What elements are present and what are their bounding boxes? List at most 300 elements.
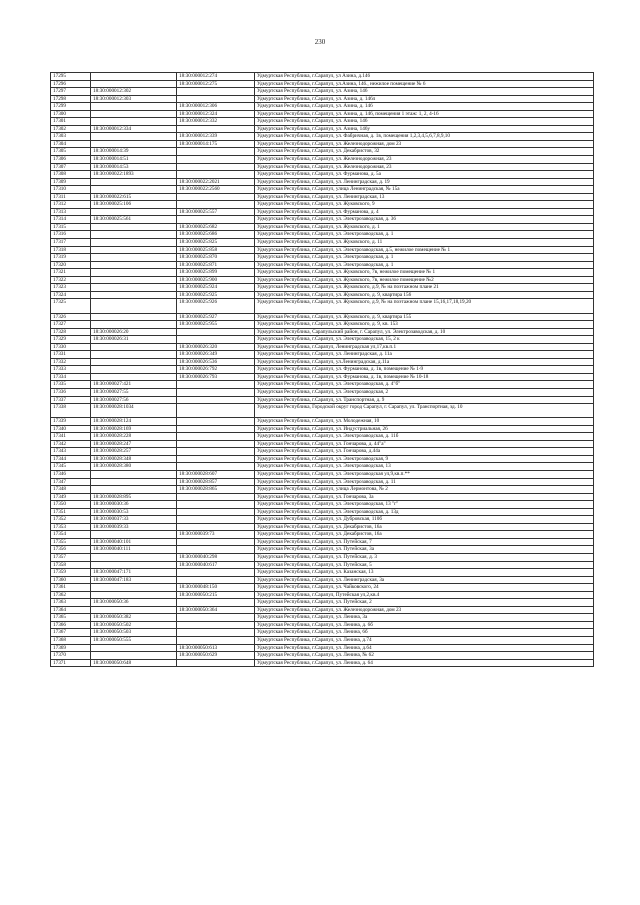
building-cadastral-number-cell bbox=[177, 501, 255, 509]
table-row bbox=[51, 478, 594, 486]
cadastral-number-cell: 18:30:000014:39 bbox=[91, 148, 177, 156]
table-row bbox=[51, 516, 594, 524]
cadastral-number-cell: 18:30:000050:502 bbox=[91, 621, 177, 629]
address-cell: Удмуртская Республика, г.Сарапул, ул. Фурманова, д. 4 bbox=[255, 208, 594, 216]
row-number-cell: 17336 bbox=[51, 388, 91, 396]
cadastral-number-cell: 18:30:000025:106 bbox=[91, 201, 177, 209]
cadastral-number-cell bbox=[91, 486, 177, 494]
building-cadastral-number-cell bbox=[177, 523, 255, 531]
address-cell: Удмуртская Республика, г.Сарапул, ул. Фабричная, д. 1в, помещения 1,2,3,4,5,6,7,8,9,10 bbox=[255, 133, 594, 141]
row-number-cell: 17356 bbox=[51, 546, 91, 554]
building-cadastral-number-cell bbox=[177, 637, 255, 645]
building-cadastral-number-cell bbox=[177, 448, 255, 456]
address-cell: Удмуртская Республика, г.Сарапул, ул.Азина, 146., нежилое помещение № 6 bbox=[255, 80, 594, 88]
cadastral-number-cell bbox=[91, 269, 177, 277]
building-cadastral-number-cell: 18:30:000025:926 bbox=[177, 299, 255, 313]
table-row bbox=[51, 343, 594, 351]
building-cadastral-number-cell: 18:30:000039:73 bbox=[177, 531, 255, 539]
row-number-cell: 17349 bbox=[51, 493, 91, 501]
building-cadastral-number-cell: 18:30:000025:925 bbox=[177, 291, 255, 299]
building-cadastral-number-cell bbox=[177, 516, 255, 524]
row-number-cell: 17338 bbox=[51, 404, 91, 418]
address-cell: Удмуртская Республика, г.Сарапул, ул. Жуковского, д. 11 bbox=[255, 239, 594, 247]
table-row bbox=[51, 629, 594, 637]
address-cell: Удмуртская Республика, г.Сарапул, ул. Ленина, д.64 bbox=[255, 644, 594, 652]
address-cell: Удмуртская Республика, г.Сарапул, ул. Жуковского, д. 9, кв. 153 bbox=[255, 321, 594, 329]
table-row bbox=[51, 140, 594, 148]
row-number-cell: 17353 bbox=[51, 523, 91, 531]
cadastral-number-cell bbox=[91, 584, 177, 592]
address-cell: Удмуртская Республика, г.Сарапул, ул. Электрозаводская, д. 11 bbox=[255, 478, 594, 486]
address-cell: Удмуртская Республика, г.Сарапул, ул. Декабристов, 16а bbox=[255, 531, 594, 539]
building-cadastral-number-cell: 18:30:000025:686 bbox=[177, 231, 255, 239]
address-cell: Удмуртская Республика, г.Сарапул, ул. Ленина, д.74 bbox=[255, 637, 594, 645]
cadastral-number-cell: 18:30:000014:51 bbox=[91, 156, 177, 164]
table-row bbox=[51, 328, 594, 336]
row-number-cell: 17314 bbox=[51, 216, 91, 224]
address-cell: Удмуртская Республика, г.Сарапул, ул. Путейская, 5 bbox=[255, 561, 594, 569]
building-cadastral-number-cell bbox=[177, 599, 255, 607]
building-cadastral-number-cell: 18:30:000050:613 bbox=[177, 644, 255, 652]
page-number: 230 bbox=[314, 38, 326, 46]
address-cell: Удмуртская Республика, г.Сарапул, ул. Молодежная, 10 bbox=[255, 418, 594, 426]
row-number-cell: 17361 bbox=[51, 584, 91, 592]
building-cadastral-number-cell: 18:30:000025:955 bbox=[177, 321, 255, 329]
address-cell: Удмуртская Республика, г.Сарапул, ул. Электрозаводская, д. 36 bbox=[255, 216, 594, 224]
cadastral-number-cell bbox=[91, 133, 177, 141]
address-cell: Удмуртская Республика, г.Сарапул, ул. Электрозаводская, д. 1 bbox=[255, 254, 594, 262]
cadastral-number-cell: 18:30:000025:561 bbox=[91, 216, 177, 224]
cadastral-number-cell: 18:30:000040:111 bbox=[91, 546, 177, 554]
address-cell: Удмуртская Республика, г.Сарапул, ул. Путейская, д. 3 bbox=[255, 554, 594, 562]
address-cell: Удмуртская Республика, г.Сарапул, ул. Путейская, 2 bbox=[255, 599, 594, 607]
cadastral-number-cell bbox=[91, 140, 177, 148]
table-row bbox=[51, 448, 594, 456]
row-number-cell: 17355 bbox=[51, 538, 91, 546]
address-cell: Удмуртская Республика, г.Сарапул, ул. Жуковского, 7в, нежилое помещение № 1 bbox=[255, 269, 594, 277]
building-cadastral-number-cell bbox=[177, 148, 255, 156]
table-row bbox=[51, 216, 594, 224]
cadastral-number-cell: 18:30:000039:33 bbox=[91, 523, 177, 531]
building-cadastral-number-cell: 18:30:000012:324 bbox=[177, 110, 255, 118]
cadastral-number-cell bbox=[91, 73, 177, 81]
cadastral-number-cell: 18:30:000027:56 bbox=[91, 396, 177, 404]
cadastral-number-cell: 18:30:000028:895 bbox=[91, 493, 177, 501]
building-cadastral-number-cell bbox=[177, 493, 255, 501]
cadastral-number-cell: 18:30:000027:421 bbox=[91, 381, 177, 389]
address-cell: Удмуртская Республика, г.Сарапул, ул. Азина, 146у bbox=[255, 125, 594, 133]
cadastral-number-cell bbox=[91, 644, 177, 652]
address-cell: Удмуртская Республика, г.Сарапул, ул. Железнодорожная, 23 bbox=[255, 163, 594, 171]
table-row bbox=[51, 501, 594, 509]
cadastral-number-cell: 18:30:000030:36 bbox=[91, 501, 177, 509]
row-number-cell: 17339 bbox=[51, 418, 91, 426]
cadastral-number-cell: 18:30:000012:334 bbox=[91, 125, 177, 133]
cadastral-number-cell bbox=[91, 358, 177, 366]
cadastral-number-cell bbox=[91, 351, 177, 359]
table-row bbox=[51, 208, 594, 216]
address-cell: Удмуртская Республика, г.Сарапул, улица Ленинградская, № 15а bbox=[255, 186, 594, 194]
building-cadastral-number-cell: 18:30:000050:364 bbox=[177, 606, 255, 614]
cadastral-number-cell bbox=[91, 261, 177, 269]
building-cadastral-number-cell bbox=[177, 546, 255, 554]
address-cell: Удмуртская Республика, г.Сарапул, ул. Железнодорожная, дом 23 bbox=[255, 140, 594, 148]
building-cadastral-number-cell bbox=[177, 125, 255, 133]
row-number-cell: 17307 bbox=[51, 163, 91, 171]
cadastral-number-cell: 18:30:000028:124 bbox=[91, 418, 177, 426]
table-row bbox=[51, 493, 594, 501]
address-cell: Удмуртская Республика, г.Сарапул, ул. Азина, 146 bbox=[255, 118, 594, 126]
row-number-cell: 17328 bbox=[51, 328, 91, 336]
row-number-cell: 17305 bbox=[51, 148, 91, 156]
address-cell: Удмуртская Республика, г.Сарапул, ул. Электрозаводская, 13 bbox=[255, 463, 594, 471]
cadastral-number-cell bbox=[91, 561, 177, 569]
address-cell: Удмуртская Республика, г.Сарапул, ул. Ленина, д. 6б bbox=[255, 621, 594, 629]
building-cadastral-number-cell: 18:30:000025:927 bbox=[177, 313, 255, 321]
table-row bbox=[51, 523, 594, 531]
address-cell: Удмуртская Республика, г.Сарапул, ул. Ленина, 3а bbox=[255, 614, 594, 622]
building-cadastral-number-cell bbox=[177, 388, 255, 396]
building-cadastral-number-cell bbox=[177, 404, 255, 418]
table-row bbox=[51, 299, 594, 313]
building-cadastral-number-cell: 18:30:000026:536 bbox=[177, 358, 255, 366]
cadastral-number-cell bbox=[91, 313, 177, 321]
building-cadastral-number-cell bbox=[177, 621, 255, 629]
row-number-cell: 17337 bbox=[51, 396, 91, 404]
address-cell: Удмуртская Республика, г.Сарапул, ул. Путейская, 3а bbox=[255, 546, 594, 554]
address-cell: Удмуртская Республика, г.Сарапул, ул. Транспортная, д. 9 bbox=[255, 396, 594, 404]
building-cadastral-number-cell: 18:30:000022:2560 bbox=[177, 186, 255, 194]
cadastral-number-cell bbox=[91, 80, 177, 88]
table-row bbox=[51, 133, 594, 141]
row-number-cell: 17304 bbox=[51, 140, 91, 148]
building-cadastral-number-cell: 18:30:000025:858 bbox=[177, 246, 255, 254]
cadastral-number-cell: 18:30:000028:228 bbox=[91, 433, 177, 441]
building-cadastral-number-cell bbox=[177, 95, 255, 103]
table-row bbox=[51, 591, 594, 599]
address-cell: Удмуртская Республика, г.Сарапул, ул. Ленинградская, д. 11а bbox=[255, 351, 594, 359]
cadastral-number-cell: 18:30:000050:36 bbox=[91, 599, 177, 607]
table-row bbox=[51, 584, 594, 592]
building-cadastral-number-cell bbox=[177, 508, 255, 516]
table-row bbox=[51, 381, 594, 389]
table-row bbox=[51, 396, 594, 404]
address-cell: Удмуртская Республика, г.Сарапул, ул. Электрозаводская, 2 bbox=[255, 388, 594, 396]
table-row bbox=[51, 508, 594, 516]
table-row bbox=[51, 652, 594, 660]
row-number-cell: 17308 bbox=[51, 171, 91, 179]
building-cadastral-number-cell bbox=[177, 216, 255, 224]
table-row bbox=[51, 156, 594, 164]
row-number-cell: 17340 bbox=[51, 425, 91, 433]
address-cell: Удмуртская Республика, г.Сарапул, ул. Гончарова, 3а bbox=[255, 493, 594, 501]
table-row bbox=[51, 433, 594, 441]
row-number-cell: 17317 bbox=[51, 239, 91, 247]
row-number-cell: 17366 bbox=[51, 621, 91, 629]
table-row bbox=[51, 463, 594, 471]
table-row bbox=[51, 239, 594, 247]
row-number-cell: 17358 bbox=[51, 561, 91, 569]
row-number-cell: 17330 bbox=[51, 343, 91, 351]
cadastral-number-cell: 18:30:000028:348 bbox=[91, 455, 177, 463]
table-row bbox=[51, 246, 594, 254]
building-cadastral-number-cell bbox=[177, 538, 255, 546]
cadastral-number-cell bbox=[91, 591, 177, 599]
table-row bbox=[51, 73, 594, 81]
cadastral-number-cell: 18:30:000037:33 bbox=[91, 516, 177, 524]
table-row bbox=[51, 269, 594, 277]
row-number-cell: 17362 bbox=[51, 591, 91, 599]
building-cadastral-number-cell: 18:30:000050:629 bbox=[177, 652, 255, 660]
building-cadastral-number-cell bbox=[177, 156, 255, 164]
building-cadastral-number-cell: 18:30:000022:2021 bbox=[177, 178, 255, 186]
building-cadastral-number-cell: 18:30:000012:274 bbox=[177, 73, 255, 81]
row-number-cell: 17310 bbox=[51, 186, 91, 194]
table-row bbox=[51, 440, 594, 448]
row-number-cell: 17301 bbox=[51, 118, 91, 126]
cadastral-number-cell bbox=[91, 223, 177, 231]
row-number-cell: 17332 bbox=[51, 358, 91, 366]
address-cell: Удмуртская Республика, г.Сарапул, Путейская ул,2,кв.4 bbox=[255, 591, 594, 599]
address-cell: Удмуртская Республика, г.Сарапул, ул. Ленинградская, 3а bbox=[255, 576, 594, 584]
row-number-cell: 17371 bbox=[51, 659, 91, 667]
row-number-cell: 17299 bbox=[51, 103, 91, 111]
address-cell: Удмуртская Республика, г.Сарапул, ул. Железнодорожная, дом 23 bbox=[255, 606, 594, 614]
cadastral-number-cell: 18:30:000012:303 bbox=[91, 95, 177, 103]
address-cell: Удмуртская Республика, г.Сарапул, ул. Ленина, д. 64 bbox=[255, 659, 594, 667]
row-number-cell: 17360 bbox=[51, 576, 91, 584]
address-cell: Удмуртская Республика, г.Сарапул, ул. Электрозаводская, 15, 2 к bbox=[255, 336, 594, 344]
address-cell: Удмуртская Республика, г.Сарапул, ул. Гончарова, д. 44"а" bbox=[255, 440, 594, 448]
building-cadastral-number-cell: 18:30:000025:924 bbox=[177, 284, 255, 292]
building-cadastral-number-cell: 18:30:000012:275 bbox=[177, 80, 255, 88]
table-row bbox=[51, 538, 594, 546]
row-number-cell: 17309 bbox=[51, 178, 91, 186]
row-number-cell: 17342 bbox=[51, 440, 91, 448]
address-cell: Удмуртская Республика, г.Сарапул, ул. Жуковского, д.9, № на поэтажном плане 21 bbox=[255, 284, 594, 292]
table-row bbox=[51, 561, 594, 569]
cadastral-number-cell: 18:30:000026:20 bbox=[91, 328, 177, 336]
row-number-cell: 17343 bbox=[51, 448, 91, 456]
table-row bbox=[51, 231, 594, 239]
address-cell: Удмуртская Республика, г.Сарапул, ул. Путейская, 7 bbox=[255, 538, 594, 546]
cadastral-number-cell bbox=[91, 118, 177, 126]
address-cell: Удмуртская Республика, г.Сарапул, ул. Азина, 146 bbox=[255, 88, 594, 96]
address-cell: Удмуртская Республика, г.Сарапул, ул. Ленина, 6б bbox=[255, 629, 594, 637]
table-row bbox=[51, 291, 594, 299]
table-row bbox=[51, 336, 594, 344]
table-row bbox=[51, 637, 594, 645]
table-row bbox=[51, 606, 594, 614]
row-number-cell: 17311 bbox=[51, 193, 91, 201]
row-number-cell: 17354 bbox=[51, 531, 91, 539]
address-cell: Удмуртская Республика, г.Сарапул, ул. Электрозаводская, д. 13д bbox=[255, 508, 594, 516]
table-row bbox=[51, 614, 594, 622]
address-cell: Удмуртская Республика, г.Сарапул, ул. Электрозаводская, д. 4"б" bbox=[255, 381, 594, 389]
cadastral-number-cell bbox=[91, 299, 177, 313]
table-row bbox=[51, 178, 594, 186]
building-cadastral-number-cell: 18:30:000048:150 bbox=[177, 584, 255, 592]
address-cell: Удмуртская Республика, Сарапульский район, г. Сарапул, ул. Электрозаводская, д. 10 bbox=[255, 328, 594, 336]
cadastral-number-cell: 18:30:000012:302 bbox=[91, 88, 177, 96]
table-row bbox=[51, 531, 594, 539]
building-cadastral-number-cell: 18:30:000014:175 bbox=[177, 140, 255, 148]
table-row bbox=[51, 254, 594, 262]
building-cadastral-number-cell bbox=[177, 614, 255, 622]
cadastral-number-cell bbox=[91, 103, 177, 111]
cadastral-number-cell: 18:30:000028:247 bbox=[91, 440, 177, 448]
cadastral-number-cell bbox=[91, 554, 177, 562]
building-cadastral-number-cell: 18:30:000040:617 bbox=[177, 561, 255, 569]
cadastral-number-cell bbox=[91, 606, 177, 614]
row-number-cell: 17323 bbox=[51, 284, 91, 292]
address-cell: Удмуртская Республика, г.Сарапул, Ленинградская ул,17,кв.п.1 bbox=[255, 343, 594, 351]
row-number-cell: 17329 bbox=[51, 336, 91, 344]
address-cell: Удмуртская Республика, г.Сарапул, ул. Фурманова, д. 5а bbox=[255, 171, 594, 179]
table-row bbox=[51, 351, 594, 359]
address-cell: Удмуртская Республика, г.Сарапул, ул.Ленинградская, д.11а bbox=[255, 358, 594, 366]
cadastral-number-cell: 18:30:000022:1893 bbox=[91, 171, 177, 179]
row-number-cell: 17297 bbox=[51, 88, 91, 96]
address-cell: Удмуртская Республика, г.Сарапул, ул. Жуковского, д. 9, квартира 155 bbox=[255, 313, 594, 321]
table-row bbox=[51, 276, 594, 284]
row-number-cell: 17306 bbox=[51, 156, 91, 164]
building-cadastral-number-cell: 18:30:000025:557 bbox=[177, 208, 255, 216]
row-number-cell: 17363 bbox=[51, 599, 91, 607]
address-cell: Удмуртская Республика, г.Сарапул, ул. Жуковского, д.9, № на поэтажном плане 15,16,17,18,19,20 bbox=[255, 299, 594, 313]
table-row bbox=[51, 186, 594, 194]
address-cell: Удмуртская Республика, г.Сарапул, ул. Жуковского, д. 1 bbox=[255, 223, 594, 231]
cadastral-number-cell: 18:30:000028:257 bbox=[91, 448, 177, 456]
building-cadastral-number-cell bbox=[177, 569, 255, 577]
row-number-cell: 17359 bbox=[51, 569, 91, 577]
table-row bbox=[51, 366, 594, 374]
row-number-cell: 17322 bbox=[51, 276, 91, 284]
address-cell: Удмуртская Республика, г.Сарапул, ул. Азина, д. 146, помещения 1 этаж: 1, 2, 4-16 bbox=[255, 110, 594, 118]
cadastral-number-cell: 18:30:000047:183 bbox=[91, 576, 177, 584]
table-row bbox=[51, 88, 594, 96]
building-cadastral-number-cell bbox=[177, 201, 255, 209]
row-number-cell: 17331 bbox=[51, 351, 91, 359]
row-number-cell: 17320 bbox=[51, 261, 91, 269]
row-number-cell: 17298 bbox=[51, 95, 91, 103]
building-cadastral-number-cell bbox=[177, 440, 255, 448]
address-cell: Удмуртская Республика, г.Сарапул, ул. Жуковского, д. 9, квартира 156 bbox=[255, 291, 594, 299]
row-number-cell: 17341 bbox=[51, 433, 91, 441]
table-row bbox=[51, 659, 594, 667]
table-row bbox=[51, 110, 594, 118]
table-row bbox=[51, 576, 594, 584]
row-number-cell: 17327 bbox=[51, 321, 91, 329]
table-row bbox=[51, 261, 594, 269]
row-number-cell: 17315 bbox=[51, 223, 91, 231]
row-number-cell: 17350 bbox=[51, 501, 91, 509]
row-number-cell: 17326 bbox=[51, 313, 91, 321]
table-row bbox=[51, 546, 594, 554]
building-cadastral-number-cell bbox=[177, 163, 255, 171]
building-cadastral-number-cell bbox=[177, 463, 255, 471]
table-row bbox=[51, 193, 594, 201]
address-cell: Удмуртская Республика, г.Сарапул, ул. Азина, д. 146л bbox=[255, 95, 594, 103]
cadastral-number-cell: 18:30:000047:171 bbox=[91, 569, 177, 577]
cadastral-number-cell bbox=[91, 373, 177, 381]
cadastral-number-cell: 18:30:000050:648 bbox=[91, 659, 177, 667]
table-row bbox=[51, 425, 594, 433]
cadastral-number-cell bbox=[91, 239, 177, 247]
row-number-cell: 17302 bbox=[51, 125, 91, 133]
address-cell: Удмуртская Республика, г.Сарапул, ул. Ленинградская, д. 19 bbox=[255, 178, 594, 186]
row-number-cell: 17335 bbox=[51, 381, 91, 389]
address-cell: Удмуртская Республика, г.Сарапул, ул. Казанская, 13 bbox=[255, 569, 594, 577]
address-cell: Удмуртская Республика, г.Сарапул, ул. Железнодорожная, 23 bbox=[255, 156, 594, 164]
table-row bbox=[51, 321, 594, 329]
table-row bbox=[51, 486, 594, 494]
address-cell: Удмуртская Республика, г.Сарапул, ул. Гончарова, д.44а bbox=[255, 448, 594, 456]
cadastral-number-cell: 18:30:000028:1034 bbox=[91, 404, 177, 418]
building-cadastral-number-cell: 18:30:000040:298 bbox=[177, 554, 255, 562]
building-cadastral-number-cell bbox=[177, 381, 255, 389]
row-number-cell: 17347 bbox=[51, 478, 91, 486]
address-cell: Удмуртская Республика, г.Сарапул, ул. Чайковского, 24 bbox=[255, 584, 594, 592]
cadastral-number-cell: 18:30:000050:503 bbox=[91, 629, 177, 637]
address-cell: Удмуртская Республика, г.Сарапул, ул. Жуковского, 7в, нежилое помещение №2 bbox=[255, 276, 594, 284]
cadastral-number-cell: 18:30:000026:31 bbox=[91, 336, 177, 344]
address-cell: Удмуртская Республика, г.Сарапул, ул. Ленина, № 62 bbox=[255, 652, 594, 660]
building-cadastral-number-cell bbox=[177, 629, 255, 637]
building-cadastral-number-cell bbox=[177, 576, 255, 584]
table-row bbox=[51, 201, 594, 209]
row-number-cell: 17334 bbox=[51, 373, 91, 381]
building-cadastral-number-cell: 18:30:000025:900 bbox=[177, 276, 255, 284]
table-row bbox=[51, 80, 594, 88]
cadastral-number-cell bbox=[91, 231, 177, 239]
row-number-cell: 17368 bbox=[51, 637, 91, 645]
building-cadastral-number-cell: 18:30:000025:871 bbox=[177, 261, 255, 269]
cadastral-number-cell bbox=[91, 178, 177, 186]
row-number-cell: 17321 bbox=[51, 269, 91, 277]
address-cell: Удмуртская Республика, г.Сарапул, ул. Азина, д. 146 bbox=[255, 103, 594, 111]
row-number-cell: 17352 bbox=[51, 516, 91, 524]
cadastral-number-cell bbox=[91, 110, 177, 118]
building-cadastral-number-cell bbox=[177, 433, 255, 441]
table-row bbox=[51, 223, 594, 231]
building-cadastral-number-cell bbox=[177, 455, 255, 463]
cadastral-number-cell bbox=[91, 291, 177, 299]
table-row bbox=[51, 148, 594, 156]
cadastral-number-cell: 18:30:000014:53 bbox=[91, 163, 177, 171]
table-row bbox=[51, 418, 594, 426]
building-cadastral-number-cell: 18:30:000012:332 bbox=[177, 118, 255, 126]
address-cell: Удмуртская Республика, г.Сарапул, ул. Электрозаводская, д. 1 bbox=[255, 261, 594, 269]
row-number-cell: 17300 bbox=[51, 110, 91, 118]
cadastral-number-cell bbox=[91, 470, 177, 478]
cadastral-number-cell bbox=[91, 531, 177, 539]
row-number-cell: 17316 bbox=[51, 231, 91, 239]
row-number-cell: 17325 bbox=[51, 299, 91, 313]
building-cadastral-number-cell bbox=[177, 193, 255, 201]
cadastral-number-cell bbox=[91, 254, 177, 262]
building-cadastral-number-cell: 18:30:000050:215 bbox=[177, 591, 255, 599]
building-cadastral-number-cell bbox=[177, 328, 255, 336]
row-number-cell: 17351 bbox=[51, 508, 91, 516]
row-number-cell: 17345 bbox=[51, 463, 91, 471]
address-cell: Удмуртская Республика, г.Сарапул, ул. Декабристов, 16а bbox=[255, 523, 594, 531]
table-row bbox=[51, 118, 594, 126]
building-cadastral-number-cell bbox=[177, 396, 255, 404]
cadastral-number-cell bbox=[91, 246, 177, 254]
row-number-cell: 17333 bbox=[51, 366, 91, 374]
building-cadastral-number-cell bbox=[177, 336, 255, 344]
